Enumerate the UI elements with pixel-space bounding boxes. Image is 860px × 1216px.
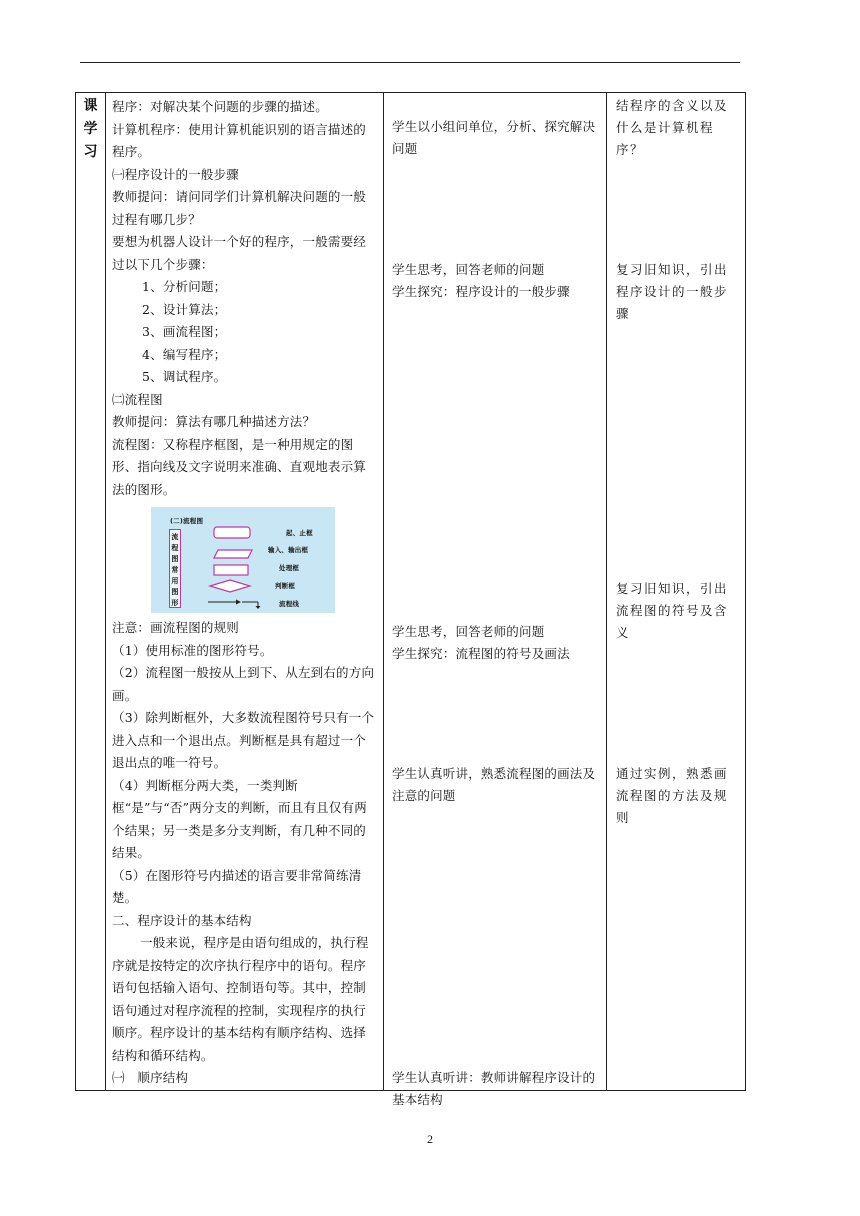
design-intent: 结程序的含义以及什么是计算机程序？ [616,98,729,157]
figure-title: (二)流程图 [170,517,204,525]
process-symbol [214,565,248,575]
design-intent: 复习旧知识，引出流程图的符号及含义 [616,581,729,640]
io-label: 输入、输出框 [268,546,309,554]
rule-item: （4）判断框分两大类，一类判断框“是”与“否”两分支的判断，而且有且仅有两个结果；另一类是多分支判断，有几种不同的结果。 [112,777,367,860]
flowline-label: 流程线 [279,600,300,608]
paragraph: 一般来说，程序是由语句组成的，执行程序就是按特定的次序执行程序中的语句。程序语句包括输入语句、控制语句等。其中，控制语句通过对程序流程的控制，实现程序的执行顺序。程序设计的基本结构有顺序结构、选择结构和循环结构。 [112,935,369,1063]
step-item: 5、调试程序。 [142,369,227,384]
teaching-content-cell [106,93,384,1091]
flowchart-symbols-icon [206,525,266,609]
student-activity: 学生思考，回答老师的问题 学生探究：流程图的符号及画法 [392,624,570,661]
section-heading: ㈠ 顺序结构 [112,1070,189,1085]
rule-item: （1）使用标准的图形符号。 [112,642,273,658]
process-label: 处理框 [279,564,300,572]
figure-vertical-label-box [169,529,181,608]
table-row [76,93,746,1091]
step-item: 3、画流程图； [142,324,227,339]
section-heading: ㈠程序设计的一般步骤 [112,166,240,182]
student-activity-cell [384,93,607,1107]
teacher-question: 教师提问：请问同学们计算机解决问题的一般过程有哪几步？ [112,189,367,227]
row-label-char: 课 [83,98,98,114]
student-activity: 学生认真听讲：教师讲解程序设计的基本结构 [392,1070,596,1107]
row-label-char: 习 [83,144,98,160]
page-number: 2 [427,1132,433,1146]
rule-item: （3）除判断框外，大多数流程图符号只有一个进入点和一个退出点。判断框是具有超过一个退出点的唯一符号。 [112,710,375,770]
step-item: 4、编写程序； [142,346,227,362]
flowchart-symbols-figure [151,507,335,613]
row-label-cell [76,93,106,1091]
lesson-table [75,92,746,1107]
section-heading: 二、程序设计的基本结构 [112,912,252,928]
step-item: 1、分析问题； [142,279,227,294]
definition-program: 程序：对解决某个问题的步骤的描述。 [112,99,328,114]
io-symbol [214,550,252,558]
header-rule [80,62,740,63]
decision-symbol [210,580,250,592]
terminator-symbol [214,527,250,538]
section-heading: ㈡流程图 [112,391,163,407]
definition-computer-program: 计算机程序：使用计算机能识别的语言描述的程序。 [112,121,367,159]
step-item: 2、设计算法； [142,301,227,317]
rule-item: （5）在图形符号内描述的语言要非常简练清楚。 [112,867,362,905]
student-activity: 学生以小组问单位，分析、探究解决问题 [392,119,596,156]
terminator-label: 起、止框 [286,529,313,537]
rules-heading: 注意：画流程图的规则 [112,620,240,635]
teacher-question: 教师提问：算法有哪几种描述方法？ [112,414,316,429]
design-intent-cell [607,93,746,1091]
design-intent: 复习旧知识，引出程序设计的一般步骤 [616,262,729,321]
student-activity: 学生认真听讲，熟悉流程图的画法及注意的问题 [392,766,596,803]
design-intent: 通过实例，熟悉画流程图的方法及规则 [616,766,729,825]
rule-item: （2）流程图一般按从上到下、从左到右的方向画。 [112,665,375,703]
row-label-char: 学 [83,121,98,137]
definition-flowchart: 流程图：又称程序框图，是一种用规定的图形、指向线及文字说明来准确、直观地表示算法的图形。 [112,436,367,497]
paragraph: 要想为机器人设计一个好的程序，一般需要经过以下几个步骤： [112,234,367,272]
student-activity: 学生思考，回答老师的问题 学生探究：程序设计的一般步骤 [392,262,570,299]
decision-label: 判断框 [275,582,296,590]
figure-vertical-label: 流 程 图 常 用 图 形 [171,533,179,607]
